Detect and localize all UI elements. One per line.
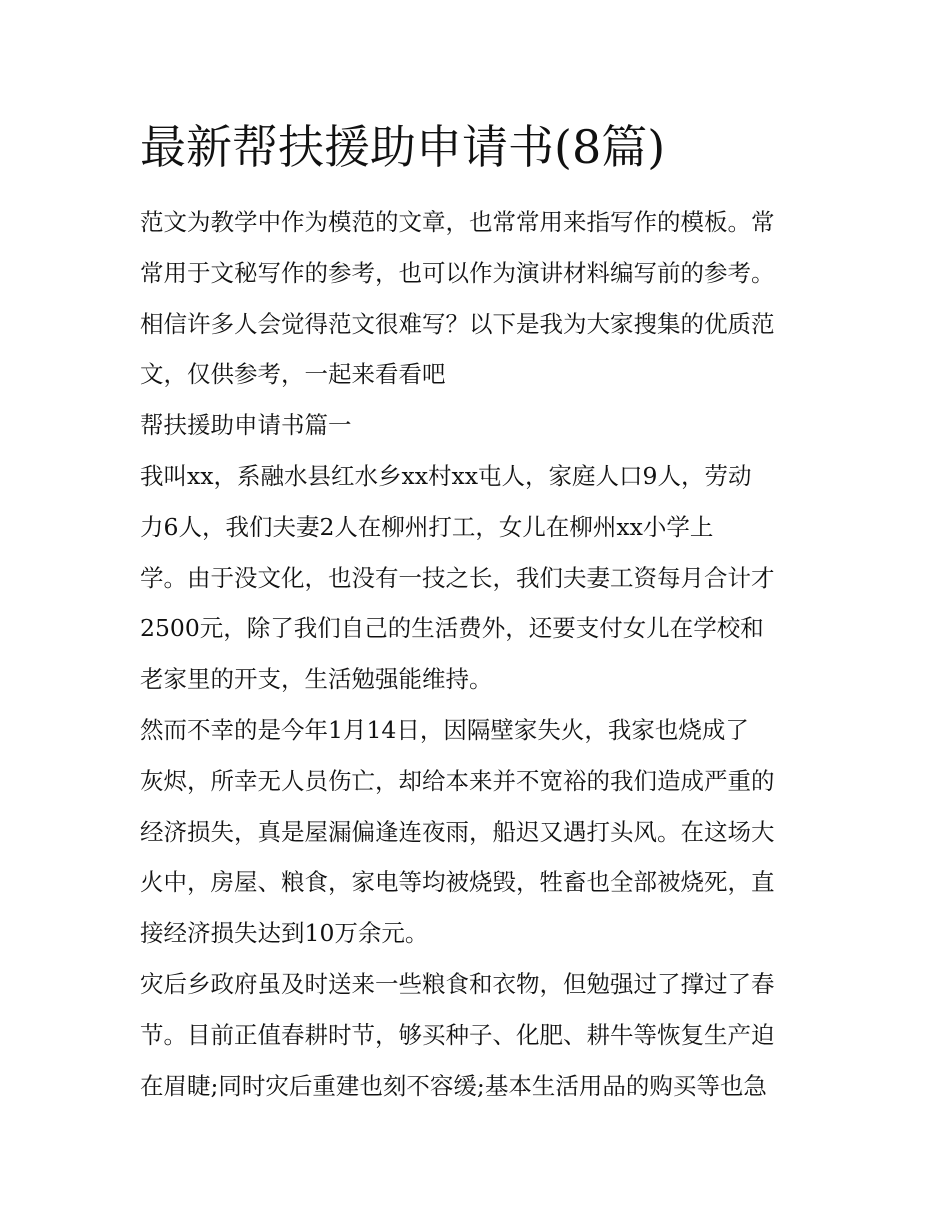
text-line: 灾后乡政府虽及时送来一些粮食和衣物，但勉强过了撑过了春 bbox=[140, 969, 775, 998]
text-line: 学。由于没文化，也没有一技之长，我们夫妻工资每月合计才 bbox=[140, 563, 775, 592]
text-line: 相信许多人会觉得范文很难写？以下是我为大家搜集的优质范 bbox=[140, 309, 775, 338]
text-line: 在眉睫;同时灾后重建也刻不容缓;基本生活用品的购买等也急 bbox=[140, 1071, 767, 1100]
text-line: 文，仅供参考，一起来看看吧 bbox=[140, 360, 446, 389]
text-line: 然而不幸的是今年1月14日，因隔壁家失火，我家也烧成了 bbox=[140, 715, 749, 744]
text-line: 我叫xx，系融水县红水乡xx村xx屯人，家庭人口9人，劳动 bbox=[140, 461, 752, 490]
text-line: 范文为教学中作为模范的文章，也常常用来指写作的模板。常 bbox=[140, 208, 775, 236]
text-line: 经济损失，真是屋漏偏逢连夜雨，船迟又遇打头风。在这场大 bbox=[140, 817, 775, 846]
document-title: 最新帮扶援助申请书(8篇) bbox=[140, 120, 666, 174]
text-line: 常用于文秘写作的参考，也可以作为演讲材料编写前的参考。 bbox=[140, 258, 775, 287]
text-line: 力6人，我们夫妻2人在柳州打工，女儿在柳州xx小学上 bbox=[140, 512, 714, 541]
text-line: 2500元，除了我们自己的生活费外，还要支付女儿在学校和 bbox=[140, 614, 764, 643]
document-body bbox=[140, 197, 840, 1111]
text-line: 火中，房屋、粮食，家电等均被烧毁，牲畜也全部被烧死，直 bbox=[140, 868, 775, 897]
section-heading: 帮扶援助申请书篇一 bbox=[140, 411, 352, 440]
text-line: 灰烬，所幸无人员伤亡，却给本来并不宽裕的我们造成严重的 bbox=[140, 766, 775, 795]
text-line: 节。目前正值春耕时节，够买种子、化肥、耕牛等恢复生产迫 bbox=[140, 1020, 775, 1049]
text-line: 接经济损失达到10万余元。 bbox=[140, 919, 429, 948]
text-line: 老家里的开支，生活勉强能维持。 bbox=[140, 665, 493, 694]
